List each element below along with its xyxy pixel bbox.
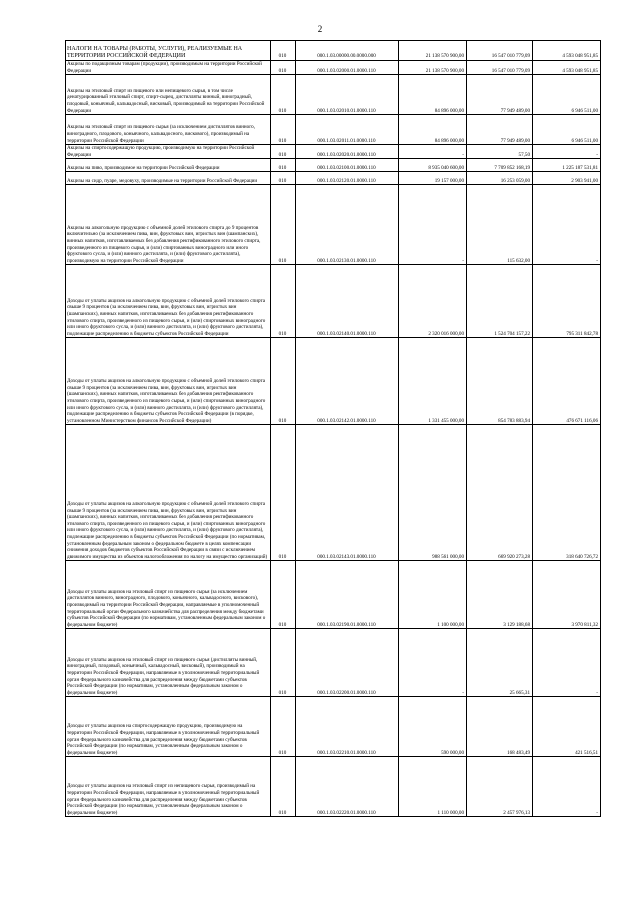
row-name: Акцизы по подакцизным товарам (продукции), производимым на территории Российской Федерации [66,61,271,75]
row-unexecuted-amount: 2 903 941,00 [533,172,601,185]
table-row [66,159,601,172]
row-approved-amount: 8 935 040 600,00 [399,159,467,172]
row-unexecuted-amount: 1 225 187 531,81 [533,159,601,172]
row-approved-amount: 19 157 000,00 [399,172,467,185]
row-executed-amount: 77 949 489,00 [467,75,533,115]
row-name: Акцизы на сидр, пуаре, медовуху, производимые на территории Российской Федерации [66,172,271,185]
row-line-code: 010 [271,338,296,425]
row-line-code: 010 [271,697,296,757]
row-budget-code: 000.1.03.02020.01.0000.110 [296,145,399,159]
row-approved-amount: 21 138 570 900,00 [399,61,467,75]
row-unexecuted-amount: - [533,145,601,159]
row-budget-code: 000.1.03.02000.01.0000.110 [296,61,399,75]
row-line-code: 010 [271,185,296,265]
row-budget-code: 000.1.03.02140.01.0000.110 [296,265,399,338]
row-budget-code: 000.1.03.02143.01.0000.110 [296,425,399,561]
row-line-code: 010 [271,265,296,338]
row-name: Акцизы на алкогольную продукцию с объемной долей этилового спирта до 9 процентов включительно (за исключением пива, вин, фруктовых вин, игристых вин (шампанских), винных напитков, изготавливаемых без добавления ректификованного этилового спирта, произведенного из пищевого сырья, и (или) спиртованных виноградного или иного фруктового сусла, и (или) винного дистиллята, и (или) фруктового дистиллята), производимую на территории Российской Федерации [66,185,271,265]
row-budget-code: 000.1.03.02142.01.0000.110 [296,338,399,425]
row-executed-amount: 1 524 704 157,22 [467,265,533,338]
row-unexecuted-amount: 476 671 116,06 [533,338,601,425]
row-line-code: 010 [271,172,296,185]
row-executed-amount: 57,50 [467,145,533,159]
row-name: Доходы от уплаты акцизов на этиловый спирт из пищевого сырья (за исключением дистиллятов винного, виноградного, плодового, коньячного, кальвадосного, вискового), производимый на территории Российской Федерации, направляемые в уполномоченный территориальный орган Федерального казначейства для распределения между бюджетами субъектов Российской Федерации (по нормативам, установленным федеральным законом о федеральном бюджете) [66,561,271,629]
row-approved-amount: 988 561 000,00 [399,425,467,561]
row-unexecuted-amount: 795 311 842,78 [533,265,601,338]
row-line-code: 010 [271,41,296,61]
row-budget-code: 000.1.03.02200.01.0000.110 [296,629,399,697]
row-executed-amount: 25 665,31 [467,629,533,697]
row-budget-code: 000.1.03.02190.01.0000.110 [296,561,399,629]
row-budget-code: 000.1.03.02220.01.0000.110 [296,757,399,817]
row-approved-amount: 2 320 016 000,00 [399,265,467,338]
table-row [66,265,601,338]
table-row [66,629,601,697]
row-name: Доходы от уплаты акцизов на алкогольную продукцию с объемной долей этилового спирта свыше 9 процентов (за исключением пива, вин, фруктовых вин, игристых вин (шампанских), винных напитков, изготавливаемых без добавления ректификованного этилового спирта, произведенного из пищевого сырья, и (или) спиртованных виноградного или иного фруктового сусла, и (или) винного дистиллята, и (или) фруктового дистиллята), подлежащие распределению в бюджеты субъектов Российской Федерации [66,265,271,338]
row-name: Акцизы на пиво, производимое на территории Российской Федерации [66,159,271,172]
row-executed-amount: 2 457 976,13 [467,757,533,817]
row-line-code: 010 [271,61,296,75]
row-unexecuted-amount: 6 946 511,00 [533,115,601,145]
table-row [66,41,601,61]
row-approved-amount: - [399,629,467,697]
budget-table-body [66,41,601,817]
table-row [66,561,601,629]
row-executed-amount: 16 547 010 779,09 [467,41,533,61]
row-unexecuted-amount: 6 946 511,00 [533,75,601,115]
row-unexecuted-amount: 4 593 048 951,85 [533,61,601,75]
row-unexecuted-amount: 318 640 726,72 [533,425,601,561]
row-budget-code: 000.1.03.02130.01.0000.110 [296,185,399,265]
row-executed-amount: 7 709 852 168,19 [467,159,533,172]
row-executed-amount: 669 920 273,28 [467,425,533,561]
row-name: Доходы от уплаты акцизов на алкогольную продукцию с объемной долей этилового спирта свыше 9 процентов (за исключением пива, вин, фруктовых вин, игристых вин (шампанских), винных напитков, изготавливаемых без добавления ректификованного этилового спирта, произведенного из пищевого сырья, и (или) спиртованных виноградного или иного фруктового сусла, и (или) винного дистиллята, и (или) фруктового дистиллята), подлежащие распределению в бюджеты субъектов Российской Федерации (в порядке, установленном Министерством финансов Российской Федерации) [66,338,271,425]
table-row [66,338,601,425]
row-name: Доходы от уплаты акцизов на этиловый спирт из непищевого сырья, производимый на территории Российской Федерации, направляемые в уполномоченный территориальный орган Федерального казначейства для распределения между бюджетами субъектов Российской Федерации (по нормативам, установленным федеральным законом о федеральном бюджете) [66,757,271,817]
row-unexecuted-amount: - [533,757,601,817]
row-unexecuted-amount: 4 593 048 951,85 [533,41,601,61]
row-budget-code: 000.1.03.00000.00.0000.000 [296,41,399,61]
row-approved-amount: 1 100 000,00 [399,561,467,629]
row-line-code: 010 [271,145,296,159]
row-line-code: 010 [271,75,296,115]
row-executed-amount: 115 632,00 [467,185,533,265]
row-budget-code: 000.1.03.02100.01.0000.110 [296,159,399,172]
row-line-code: 010 [271,629,296,697]
row-name: Доходы от уплаты акцизов на спиртосодержащую продукцию, производимую на территории Российской Федерации, направляемые в уполномоченный территориальный орган Федерального казначейства для распределения между бюджетами субъектов Российской Федерации (по нормативам, установленным федеральным законом о федеральном бюджете) [66,697,271,757]
row-name: НАЛОГИ НА ТОВАРЫ (РАБОТЫ, УСЛУГИ), РЕАЛИЗУЕМЫЕ НА ТЕРРИТОРИИ РОССИЙСКОЙ ФЕДЕРАЦИИ [66,41,271,61]
table-row [66,425,601,561]
table-row [66,61,601,75]
page-number: 2 [317,24,323,34]
row-approved-amount: 84 896 000,00 [399,115,467,145]
row-name: Доходы от уплаты акцизов на этиловый спирт из пищевого сырья (дистилляты винный, виноградный, плодовый, коньячный, кальвадосный, висковый), производимый на территории Российской Федерации, направляемые в уполномоченный территориальный орган Федерального казначейства для распределения между бюджетами субъектов Российской Федерации (по нормативам, установленным федеральным законом о федеральном бюджете) [66,629,271,697]
row-line-code: 010 [271,115,296,145]
row-executed-amount: 16 253 059,00 [467,172,533,185]
row-budget-code: 000.1.03.02210.01.0000.110 [296,697,399,757]
row-approved-amount: 1 110 000,00 [399,757,467,817]
row-name: Акцизы на спиртосодержащую продукцию, производимую на территории Российской Федерации [66,145,271,159]
row-approved-amount: 1 331 455 000,00 [399,338,467,425]
row-unexecuted-amount: - [533,629,601,697]
row-name: Доходы от уплаты акцизов на алкогольную продукцию с объемной долей этилового спирта свыше 9 процентов (за исключением пива, вин, фруктовых вин, игристых вин (шампанских), винных напитков, изготавливаемых без добавления ректификованного этилового спирта, произведенного из пищевого сырья, и (или) спиртованных виноградного или иного фруктового сусла, и (или) винного дистиллята, и (или) фруктового дистиллята), подлежащие распределению в бюджеты субъектов Российской Федерации (по нормативам, установленным федеральным законом о федеральном бюджете в целях компенсации снижения доходов бюджетов субъектов Российской Федерации в связи с исключением движимого имущества из объектов налогообложения по налогу на имущество организаций) [66,425,271,561]
row-name: Акцизы на этиловый спирт из пищевого или непищевого сырья, в том числе денатурированный этиловый спирт, спирт-сырец, дистилляты винный, виноградный, плодовый, коньячный, кальвадосный, висковый, производимый на территории Российской Федерации [66,75,271,115]
table-row [66,757,601,817]
row-approved-amount: 21 138 570 900,00 [399,41,467,61]
row-approved-amount: - [399,145,467,159]
row-budget-code: 000.1.03.02011.01.0000.110 [296,115,399,145]
row-unexecuted-amount: 421 516,51 [533,697,601,757]
row-name: Акцизы на этиловый спирт из пищевого сырья (за исключением дистиллятов винного, виноградного, плодового, коньячного, кальвадосного, вискового), производимый на территории Российской Федерации [66,115,271,145]
row-approved-amount: 84 896 000,00 [399,75,467,115]
row-line-code: 010 [271,159,296,172]
table-row [66,75,601,115]
row-unexecuted-amount: 3 970 811,32 [533,561,601,629]
row-executed-amount: 854 783 883,94 [467,338,533,425]
row-executed-amount: 168 483,49 [467,697,533,757]
row-line-code: 010 [271,561,296,629]
table-row [66,697,601,757]
table-row [66,172,601,185]
row-executed-amount: 16 547 010 779,09 [467,61,533,75]
table-row [66,185,601,265]
row-executed-amount: 77 949 489,00 [467,115,533,145]
table-row [66,145,601,159]
row-approved-amount: 590 000,00 [399,697,467,757]
row-executed-amount: 3 129 188,68 [467,561,533,629]
row-line-code: 010 [271,757,296,817]
table-row [66,115,601,145]
row-line-code: 010 [271,425,296,561]
row-approved-amount: - [399,185,467,265]
row-budget-code: 000.1.03.02120.01.0000.110 [296,172,399,185]
row-budget-code: 000.1.03.02010.01.0000.110 [296,75,399,115]
budget-table [65,40,601,817]
row-unexecuted-amount: - [533,185,601,265]
